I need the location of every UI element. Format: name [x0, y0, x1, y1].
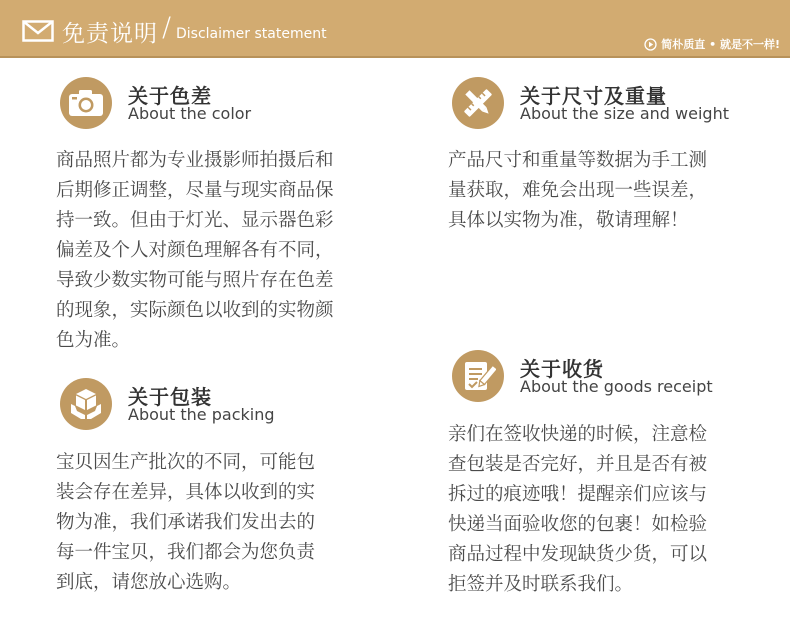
body-line: 装会存在差异，具体以收到的实	[56, 482, 316, 503]
section-receipt-title-cn: 关于收货	[520, 357, 604, 381]
header-title-en: Disclaimer statement	[176, 26, 327, 42]
body-line: 宝贝因生产批次的不同，可能包	[56, 452, 316, 473]
section-receipt-body	[448, 420, 707, 600]
body-line: 持一致。但由于灯光、显示器色彩	[56, 210, 334, 231]
checklist-pen-icon	[452, 350, 504, 402]
body-line: 拆过的痕迹哦！提醒亲们应该与	[448, 484, 708, 505]
header-title-cn: 免责说明	[62, 21, 158, 47]
body-line: 商品照片都为专业摄影师拍摄后和	[56, 150, 334, 171]
body-line: 到底，请您放心选购。	[56, 572, 242, 593]
body-line: 量获取，难免会出现一些误差，	[448, 180, 708, 201]
section-packing-title-en: About the packing	[128, 405, 275, 424]
camera-icon	[60, 77, 112, 129]
ruler-pencil-icon	[452, 77, 504, 129]
body-line: 产品尺寸和重量等数据为手工测	[448, 150, 708, 171]
body-line: 拒签并及时联系我们。	[448, 574, 634, 595]
body-line: 查包装是否完好，并且是否有被	[448, 454, 708, 475]
body-line: 偏差及个人对颜色理解各有不同，	[56, 240, 334, 261]
header-banner	[0, 0, 790, 58]
package-hands-icon	[60, 378, 112, 430]
body-line: 色为准。	[56, 330, 131, 351]
body-line: 快递当面验收您的包裹！如检验	[448, 514, 708, 535]
section-color-title-en: About the color	[128, 104, 252, 123]
section-size-title-en: About the size and weight	[520, 104, 729, 123]
envelope-icon	[22, 20, 54, 42]
header-slogan	[644, 36, 780, 52]
body-line: 的现象，实际颜色以收到的实物颜	[56, 300, 334, 321]
section-color-body	[56, 146, 334, 356]
section-receipt-title-en: About the goods receipt	[520, 377, 713, 396]
section-size-title-cn: 关于尺寸及重量	[520, 84, 667, 108]
body-line: 每一件宝贝，我们都会为您负责	[56, 542, 316, 563]
header-slash: /	[162, 12, 172, 43]
body-line: 具体以实物为准，敬请理解！	[448, 210, 689, 231]
section-packing-body	[56, 448, 315, 598]
body-line: 后期修正调整，尽量与现实商品保	[56, 180, 334, 201]
body-line: 导致少数实物可能与照片存在色差	[56, 270, 334, 291]
section-color-title-cn: 关于色差	[128, 84, 212, 108]
body-line: 亲们在签收快递的时候，注意检	[448, 424, 708, 445]
body-line: 物为准，我们承诺我们发出去的	[56, 512, 316, 533]
section-size-body	[448, 146, 707, 236]
slogan-text: 简朴质直 • 就是不一样!	[661, 38, 780, 51]
section-packing-title-cn: 关于包装	[128, 385, 212, 409]
play-circle-icon	[644, 38, 657, 51]
body-line: 商品过程中发现缺货少货，可以	[448, 544, 708, 565]
